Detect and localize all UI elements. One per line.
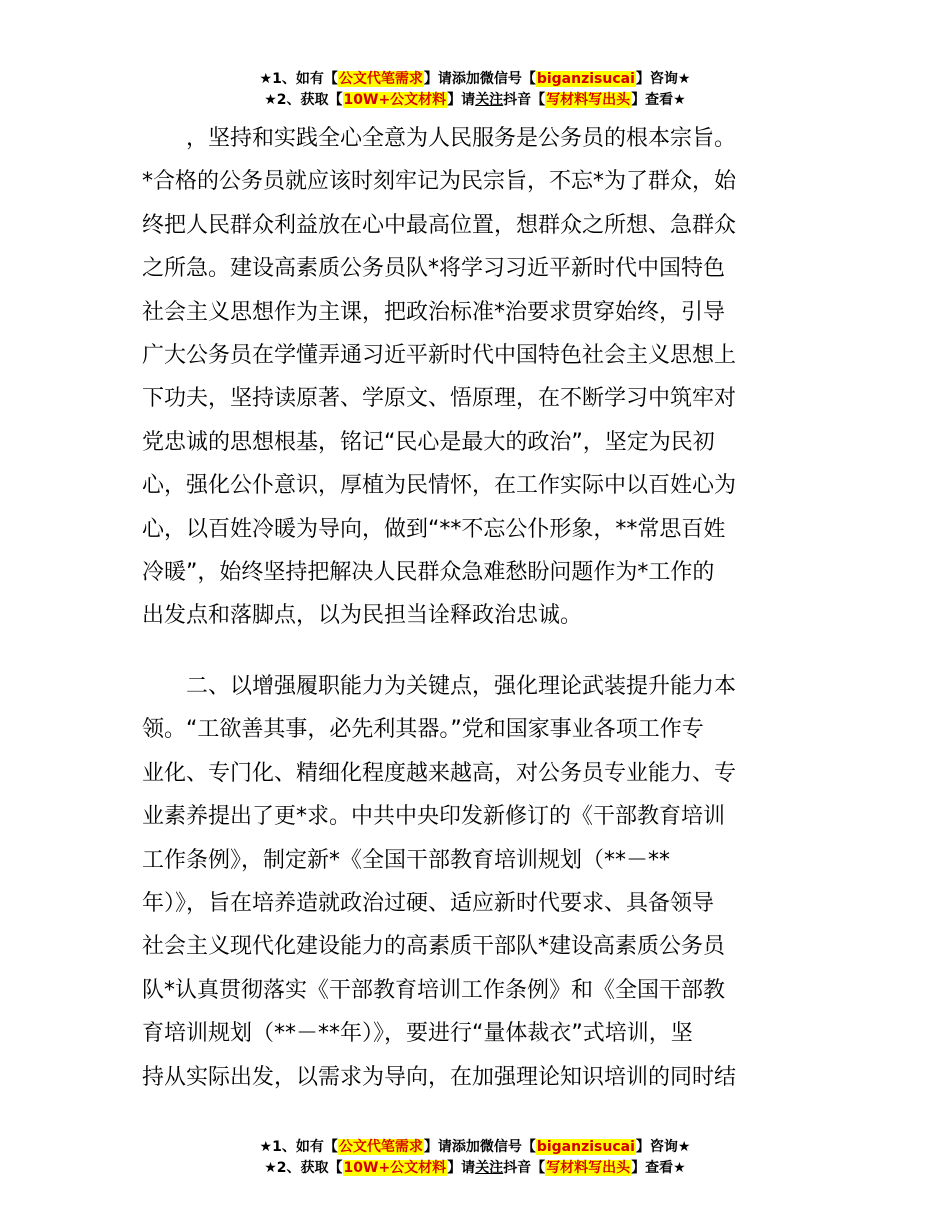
paragraph-line: 心，以百姓冷暖为导向，做到“**不忘公仆形象，**常思百姓 — [142, 516, 726, 542]
paragraph-1 — [142, 117, 812, 638]
header-line-2-suffix: 】查看★ — [631, 92, 686, 108]
header-line-2-mid2: 抖音【 — [503, 92, 546, 108]
paragraph-line: 社会主义思想作为主课，把政治标准*治要求贯穿始终，引导 — [142, 299, 726, 325]
paragraph-line: 广大公务员在学懂弄通习近平新时代中国特色社会主义思想上 — [142, 343, 737, 369]
header-line-1-prefix: ★1、如有【 — [259, 71, 338, 87]
footer-follow-underline: 关注 — [475, 1160, 504, 1176]
footer-line-1 — [0, 1137, 950, 1158]
paragraph-line: 党忠诚的思想根基，铭记“民心是最大的政治”，坚定为民初 — [142, 429, 715, 455]
paragraph-line: 业化、专门化、精细化程度越来越高，对公务员专业能力、专 — [142, 760, 737, 786]
paragraph-line: 冷暖”，始终坚持把解决人民群众急难愁盼问题作为*工作的 — [142, 560, 715, 586]
paragraph-line: 之所急。建设高素质公务员队*将学习习近平新时代中国特色 — [142, 256, 726, 282]
header-line-1 — [0, 69, 950, 90]
footer-line-1-prefix: ★1、如有【 — [259, 1139, 338, 1155]
footer-line-2-prefix: ★2、获取【 — [264, 1160, 343, 1176]
header-line-2 — [0, 90, 950, 111]
paragraph-spacer — [142, 638, 812, 665]
footer-wechat-id: biganzisucai — [536, 1139, 635, 1155]
header-line-2-highlight: 10W+公文材料 — [343, 92, 447, 108]
paragraph-line: 育培训规划（**－**年）》，要进行“量体裁衣”式培训，坚 — [142, 1021, 693, 1047]
footer-line-2-suffix: 】查看★ — [631, 1160, 686, 1176]
footer-line-2 — [0, 1158, 950, 1179]
paragraph-line: *合格的公务员就应该时刻牢记为民宗旨，不忘*为了群众，始 — [142, 169, 737, 195]
header-line-1-suffix: 】咨询★ — [635, 71, 691, 87]
header-line-1-highlight: 公文代笔需求 — [338, 71, 423, 87]
header-line-2-mid1: 】请 — [447, 92, 476, 108]
footer-line-1-suffix: 】咨询★ — [635, 1139, 691, 1155]
paragraph-line: 年）》，旨在培养造就政治过硬、适应新时代要求、具备领导 — [142, 890, 715, 916]
paragraph-line: 社会主义现代化建设能力的高素质干部队*建设高素质公务员 — [142, 934, 726, 960]
header-douyin-account: 写材料写出头 — [546, 92, 631, 108]
header-follow-underline: 关注 — [475, 92, 504, 108]
paragraph-line: 业素养提出了更*求。中共中央印发新修订的《干部教育培训 — [142, 804, 726, 830]
paragraph-line: 工作条例》，制定新*《全国干部教育培训规划（**－** — [142, 847, 671, 873]
footer-line-1-mid: 】请添加微信号【 — [423, 1139, 536, 1155]
paragraph-line: ，坚持和实践全心全意为人民服务是公务员的根本宗旨。 — [142, 126, 737, 151]
paragraph-line: 下功夫，坚持读原著、学原文、悟原理，在不断学习中筑牢对 — [142, 386, 737, 412]
footer-banner — [0, 1137, 950, 1179]
footer-line-2-mid1: 】请 — [447, 1160, 476, 1176]
header-line-2-prefix: ★2、获取【 — [264, 92, 343, 108]
footer-line-1-highlight: 公文代笔需求 — [338, 1139, 423, 1155]
header-banner — [0, 69, 950, 111]
paragraph-line: 二、以增强履职能力为关键点，强化理论武装提升能力本 — [142, 673, 737, 699]
header-line-1-mid: 】请添加微信号【 — [423, 71, 536, 87]
header-wechat-id: biganzisucai — [536, 71, 635, 87]
paragraph-2 — [142, 665, 812, 1099]
document-body — [142, 117, 812, 1099]
paragraph-line: 心，强化公仆意识，厚植为民情怀，在工作实际中以百姓心为 — [142, 473, 737, 499]
footer-line-2-mid2: 抖音【 — [503, 1160, 546, 1176]
paragraph-line: 持从实际出发，以需求为导向，在加强理论知识培训的同时结 — [142, 1064, 737, 1090]
paragraph-line: 出发点和落脚点，以为民担当诠释政治忠诚。 — [142, 603, 583, 629]
paragraph-line: 队*认真贯彻落实《干部教育培训工作条例》和《全国干部教 — [142, 977, 726, 1003]
footer-line-2-highlight: 10W+公文材料 — [343, 1160, 447, 1176]
footer-douyin-account: 写材料写出头 — [546, 1160, 631, 1176]
paragraph-line: 终把人民群众利益放在心中最高位置，想群众之所想、急群众 — [142, 212, 737, 238]
paragraph-line: 领。“工欲善其事，必先利其器。”党和国家事业各项工作专 — [142, 717, 704, 743]
